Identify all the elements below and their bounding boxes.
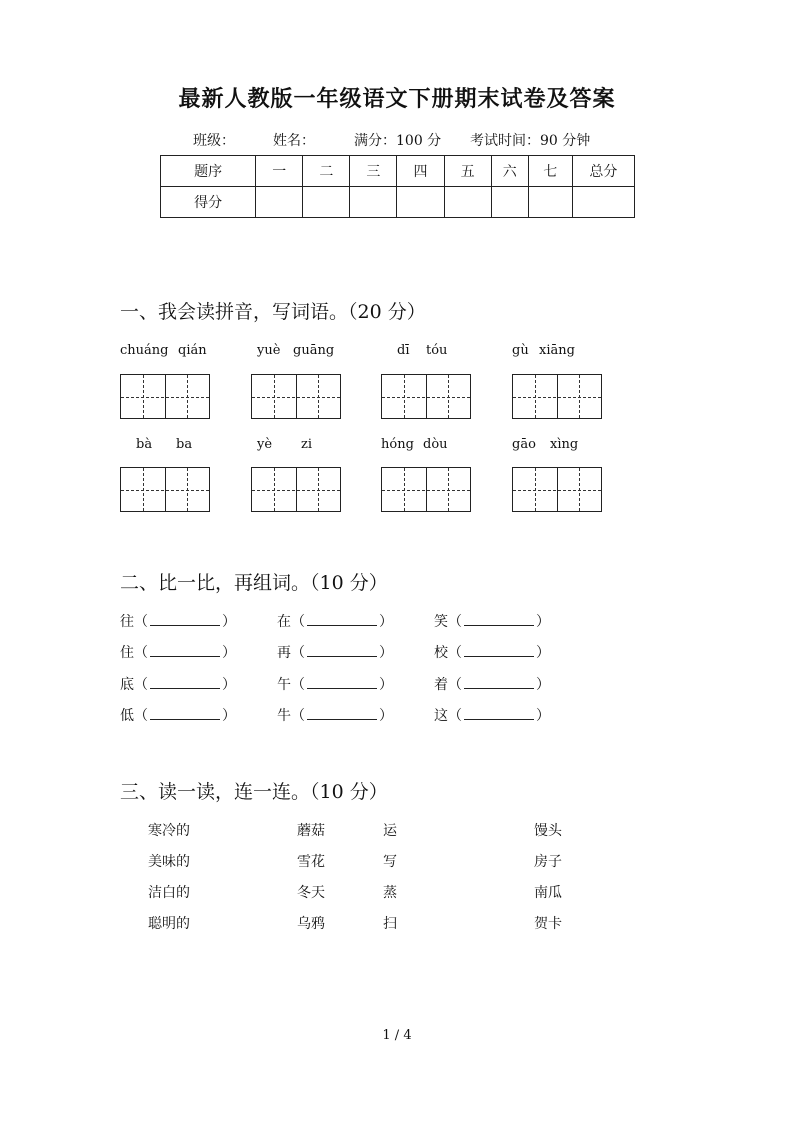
score-table-header-row (161, 156, 635, 187)
full-score-label: 满分：100 分 (354, 133, 442, 149)
compare-word-item (277, 705, 393, 725)
close-paren: ） (536, 677, 550, 693)
exam-time-label: 考试时间：90 分钟 (470, 133, 591, 149)
answer-blank[interactable] (464, 644, 534, 657)
writing-grid[interactable] (381, 374, 471, 419)
score-header-cell: 五 (444, 156, 491, 187)
answer-blank[interactable] (464, 707, 534, 720)
close-paren: ） (222, 645, 236, 661)
pinyin-syllable: gāo (512, 437, 536, 452)
compare-char: 笑 (434, 614, 448, 630)
pinyin-syllable: yuè (257, 343, 281, 358)
open-paren: （ (291, 645, 305, 661)
compare-char: 底 (120, 677, 134, 693)
score-header-cell: 总分 (572, 156, 634, 187)
close-paren: ） (536, 645, 550, 661)
compare-word-item (120, 611, 236, 631)
object-item[interactable]: 贺卡 (534, 916, 562, 932)
pinyin-syllable: qián (178, 343, 207, 358)
close-paren: ） (222, 614, 236, 630)
writing-grid[interactable] (120, 467, 210, 512)
object-item[interactable]: 房子 (534, 854, 562, 870)
open-paren: （ (134, 645, 148, 661)
verb-item[interactable]: 写 (383, 854, 397, 870)
open-paren: （ (448, 614, 462, 630)
open-paren: （ (134, 708, 148, 724)
score-cell (256, 187, 303, 218)
open-paren: （ (291, 614, 305, 630)
score-row-label: 得分 (161, 187, 256, 218)
writing-grid[interactable] (120, 374, 210, 419)
close-paren: ） (536, 708, 550, 724)
pinyin-syllable: ba (176, 437, 193, 452)
pinyin-syllable: dī (397, 343, 410, 358)
verb-item[interactable]: 扫 (383, 916, 397, 932)
score-cell (303, 187, 350, 218)
answer-blank[interactable] (307, 676, 377, 689)
score-cell (444, 187, 491, 218)
writing-grid[interactable] (381, 467, 471, 512)
noun-item[interactable]: 雪花 (297, 854, 325, 870)
compare-word-item (434, 705, 550, 725)
compare-word-item (434, 674, 550, 694)
score-header-cell: 一 (256, 156, 303, 187)
compare-char: 往 (120, 614, 134, 630)
writing-grid[interactable] (251, 467, 341, 512)
adjective-item[interactable]: 美味的 (148, 854, 190, 870)
section2-heading: 二、比一比，再组词。（10 分） (120, 572, 388, 594)
compare-char: 低 (120, 708, 134, 724)
score-table-score-row (161, 187, 635, 218)
name-label: 姓名： (273, 133, 315, 149)
compare-char: 这 (434, 708, 448, 724)
verb-item[interactable]: 运 (383, 823, 397, 839)
answer-blank[interactable] (150, 707, 220, 720)
score-header-cell: 七 (528, 156, 572, 187)
compare-word-item (120, 642, 236, 662)
pinyin-syllable: yè (257, 437, 273, 452)
compare-word-item (120, 705, 236, 725)
open-paren: （ (448, 708, 462, 724)
adjective-item[interactable]: 聪明的 (148, 916, 190, 932)
answer-blank[interactable] (464, 613, 534, 626)
noun-item[interactable]: 冬天 (297, 885, 325, 901)
compare-word-item (434, 642, 550, 662)
page-title: 最新人教版一年级语文下册期末试卷及答案 (178, 87, 616, 112)
compare-char: 住 (120, 645, 134, 661)
section1-heading: 一、我会读拼音，写词语。（20 分） (120, 301, 426, 323)
answer-blank[interactable] (150, 676, 220, 689)
object-item[interactable]: 南瓜 (534, 885, 562, 901)
score-cell (350, 187, 397, 218)
pinyin-syllable: tóu (426, 343, 448, 358)
compare-char: 在 (277, 614, 291, 630)
pinyin-syllable: gù (512, 343, 529, 358)
score-cell (491, 187, 528, 218)
open-paren: （ (134, 614, 148, 630)
compare-word-item (277, 611, 393, 631)
score-table (160, 155, 635, 218)
close-paren: ） (379, 677, 393, 693)
pinyin-syllable: guāng (293, 343, 335, 358)
compare-word-item (120, 674, 236, 694)
answer-blank[interactable] (307, 707, 377, 720)
adjective-item[interactable]: 洁白的 (148, 885, 190, 901)
open-paren: （ (448, 645, 462, 661)
close-paren: ） (379, 614, 393, 630)
score-cell (397, 187, 444, 218)
open-paren: （ (291, 708, 305, 724)
compare-word-item (434, 611, 550, 631)
close-paren: ） (379, 708, 393, 724)
compare-char: 着 (434, 677, 448, 693)
score-header-cell: 三 (350, 156, 397, 187)
adjective-item[interactable]: 寒冷的 (148, 823, 190, 839)
score-header-cell: 四 (397, 156, 444, 187)
pinyin-syllable: xiāng (539, 343, 575, 358)
compare-char: 牛 (277, 708, 291, 724)
answer-blank[interactable] (307, 613, 377, 626)
writing-grid[interactable] (512, 374, 602, 419)
open-paren: （ (291, 677, 305, 693)
pinyin-syllable: chuáng (120, 343, 169, 358)
close-paren: ） (222, 708, 236, 724)
open-paren: （ (134, 677, 148, 693)
class-label: 班级： (193, 133, 235, 149)
answer-blank[interactable] (464, 676, 534, 689)
object-item[interactable]: 馒头 (534, 823, 562, 839)
noun-item[interactable]: 乌鸦 (297, 916, 325, 932)
section3-heading: 三、读一读，连一连。（10 分） (120, 781, 388, 803)
writing-grid[interactable] (251, 374, 341, 419)
compare-char: 校 (434, 645, 448, 661)
compare-char: 再 (277, 645, 291, 661)
score-cell (572, 187, 634, 218)
pinyin-syllable: dòu (423, 437, 448, 452)
close-paren: ） (379, 645, 393, 661)
answer-blank[interactable] (150, 613, 220, 626)
pinyin-syllable: zi (301, 437, 313, 452)
pinyin-syllable: xìng (550, 437, 579, 452)
verb-item[interactable]: 蒸 (383, 885, 397, 901)
score-cell (528, 187, 572, 218)
answer-blank[interactable] (150, 644, 220, 657)
page-number: 1 / 4 (382, 1028, 412, 1043)
close-paren: ） (222, 677, 236, 693)
score-header-cell: 题序 (161, 156, 256, 187)
writing-grid[interactable] (512, 467, 602, 512)
score-header-cell: 二 (303, 156, 350, 187)
noun-item[interactable]: 蘑菇 (297, 823, 325, 839)
open-paren: （ (448, 677, 462, 693)
pinyin-syllable: bà (136, 437, 153, 452)
score-header-cell: 六 (491, 156, 528, 187)
compare-word-item (277, 674, 393, 694)
compare-char: 午 (277, 677, 291, 693)
close-paren: ） (536, 614, 550, 630)
compare-word-item (277, 642, 393, 662)
answer-blank[interactable] (307, 644, 377, 657)
pinyin-syllable: hóng (381, 437, 414, 452)
